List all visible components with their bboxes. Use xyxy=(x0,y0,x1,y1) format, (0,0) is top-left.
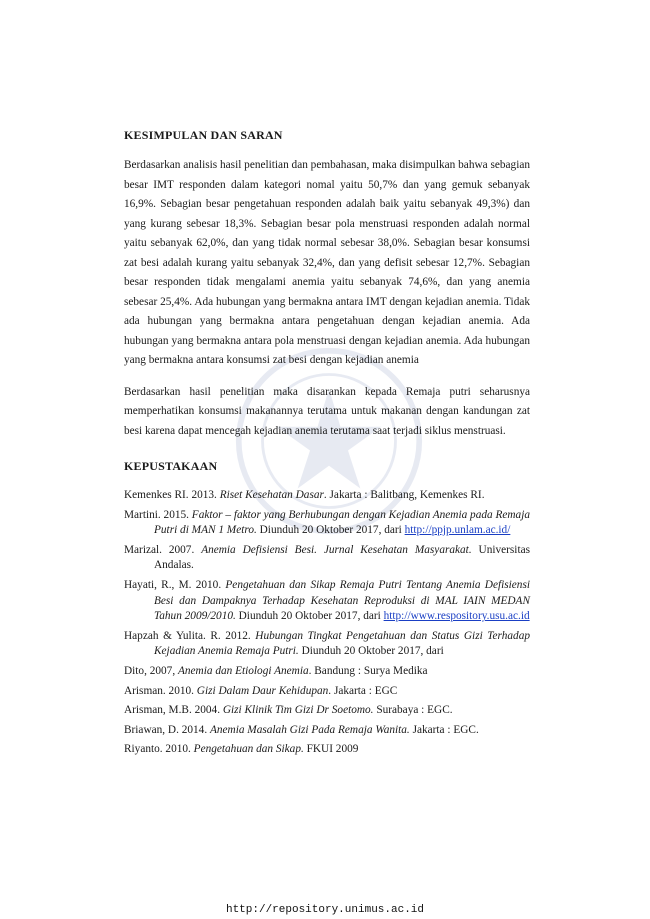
reference-item: Marizal. 2007. Anemia Defisiensi Besi. Jurnal Kesehatan Masyarakat. Universitas Andalas. xyxy=(124,543,530,572)
reference-item: Briawan, D. 2014. Anemia Masalah Gizi Pada Remaja Wanita. Jakarta : EGC. xyxy=(124,723,479,736)
reference-item: Hapzah & Yulita. R. 2012. Hubungan Tingkat Pengetahuan dan Status Gizi Terhadap Kejadian Anemia Remaja Putri. Diunduh 20 Oktober 2017, dari xyxy=(124,629,530,658)
main-content xyxy=(124,128,530,762)
reference-item: Kemenkes RI. 2013. Riset Kesehatan Dasar. Jakarta : Balitbang, Kemenkes RI. xyxy=(124,489,485,501)
reference-item: Hayati, R., M. 2010. Pengetahuan dan Sikap Remaja Putri Tentang Anemia Defisiensi Besi dan Dampaknya Terhadap Kesehatan Reproduksi di MAL IAIN MEDAN Tahun 2009/2010. Diunduh 20 Oktober 2017, dari http://www.respository.usu.ac.id xyxy=(124,578,530,623)
reference-link[interactable]: http://www.respository.usu.ac.id xyxy=(383,610,530,623)
suggestion-paragraph: Berdasarkan hasil penelitian maka disarankan kepada Remaja putri seharusnya memperhatikan konsumsi makanannya terutama untuk makanan dengan kandungan zat besi karena dapat mencegah kejadian anemia terutama saat terjadi siklus menstruasi. xyxy=(124,385,530,437)
conclusion-paragraph: Berdasarkan analisis hasil penelitian dan pembahasan, maka disimpulkan bahwa sebagian besar IMT responden dalam kategori nomal yaitu 50,7% dan yang gemuk sebanyak 16,9%. Sebagian besar pengetahuan responden adalah baik yaitu sebanyak 49,3%) dan yang kurang sebesar 18,3%. Sebagian besar pola menstruasi responden adalah normal yaitu sebanyak 62,0%, dan yang tidak normal sebesar 38,0%. Sebagian besar konsumsi zat besi adalah kurang yaitu sebanyak 32,4%, dan yang defisit sebesar 12,7%. Sebagian besar responden tidak mengalami anemia yaitu sebanyak 74,6%, dan yang anemia sebesar 25,4%. Ada hubungan yang bermakna antara IMT dengan kejadian anemia. Tidak ada hubungan yang bermakna antara pengetahuan dengan kejadian anemia. Ada hubungan yang bermakna antara pola menstruasi dengan kejadian anemia. Ada hubungan yang bermakna antara konsumsi zat besi dengan kejadian anemia xyxy=(124,159,530,366)
footer-url[interactable]: http://repository.unimus.ac.id xyxy=(225,904,425,916)
reference-link[interactable]: http://ppjp.unlam.ac.id/ xyxy=(404,524,511,537)
reference-item: Dito, 2007, Anemia dan Etiologi Anemia. Bandung : Surya Medika xyxy=(124,664,428,677)
reference-list xyxy=(124,488,530,758)
section-heading-kesimpulan: KESIMPULAN DAN SARAN xyxy=(124,128,283,142)
reference-item: Riyanto. 2010. Pengetahuan dan Sikap. FKUI 2009 xyxy=(124,743,359,756)
section-heading-kepustakaan: KEPUSTAKAAN xyxy=(124,459,218,473)
reference-item: Arisman, M.B. 2004. Gizi Klinik Tim Gizi Dr Soetomo. Surabaya : EGC. xyxy=(124,704,453,717)
reference-item: Arisman. 2010. Gizi Dalam Daur Kehidupan. Jakarta : EGC xyxy=(124,684,398,697)
reference-item: Martini. 2015. Faktor – faktor yang Berhubungan dengan Kejadian Anemia pada Remaja Putri di MAN 1 Metro. Diunduh 20 Oktober 2017, dari http://ppjp.unlam.ac.id/ xyxy=(124,508,530,537)
